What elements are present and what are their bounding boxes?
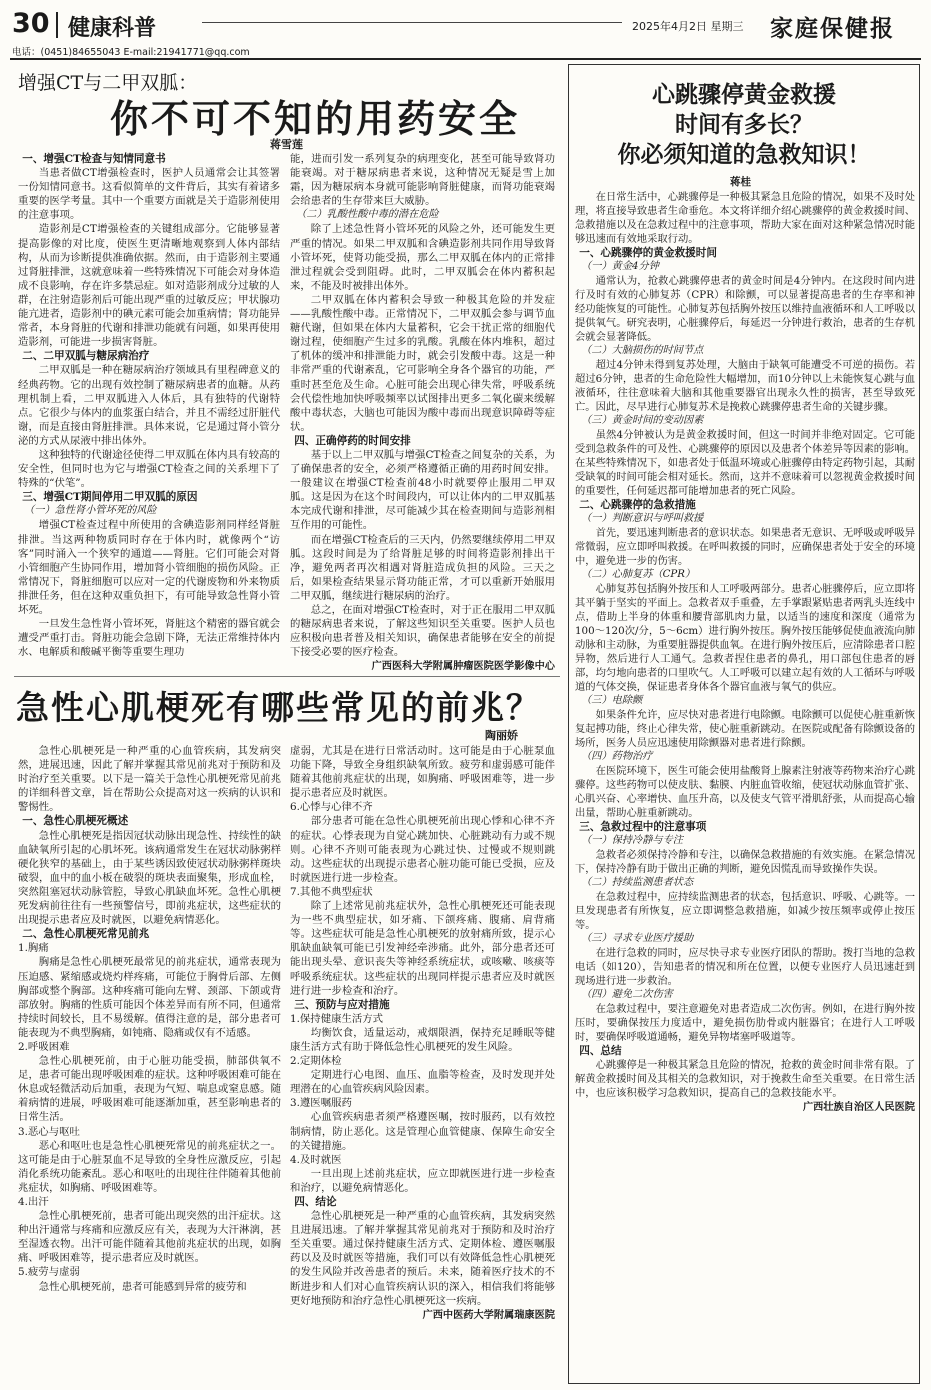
article2-author: 陶丽娇 bbox=[485, 729, 518, 742]
article2-column-1 bbox=[18, 744, 281, 1384]
paragraph-continued: 2.呼吸困难 bbox=[18, 1040, 70, 1053]
article1-kicker: 增强CT与二甲双胍： bbox=[18, 72, 198, 94]
paragraph: 一旦出现上述前兆症状，应立即就医进行进一步检查和治疗，以避免病情恶化。 bbox=[290, 1167, 555, 1194]
article3-title bbox=[568, 80, 920, 170]
article-source: 广西壮族自治区人民医院 bbox=[802, 1101, 915, 1113]
section-heading: 四、总结 bbox=[579, 1045, 622, 1057]
paragraph-continued: 2.定期体检 bbox=[290, 1055, 342, 1068]
article1-title: 你不可不知的用药安全 bbox=[110, 96, 521, 141]
subsection-heading: （一）判断意识与呼叫救援 bbox=[581, 513, 704, 524]
paragraph-continued: 5.疲劳与虚弱 bbox=[18, 1266, 80, 1279]
subsection-heading: （二）乳酸性酸中毒的潜在危险 bbox=[296, 209, 439, 221]
paragraph: 心血管疾病患者须严格遵医嘱，按时服药，以有效控制病情，防止恶化。这是管理心血管健康、保障生命安全的关键措施。 bbox=[290, 1111, 555, 1152]
paragraph-continued: 虚弱，尤其是在进行日常活动时。这可能是由于心脏泵血功能下降，导致全身组织缺氧所致。疲劳和虚弱感可能伴随着其他前兆症状的出现，如胸痛、呼吸困难等，进一步提示患者应及时就医。 bbox=[290, 745, 555, 800]
paragraph: 一旦发生急性肾小管坏死，肾脏这个精密的器官就会遭受严重打击。肾脏功能会急剧下降，无法正常维持体内水、电解质和酸碱平衡等重要生理功 bbox=[18, 618, 280, 659]
paragraph: 胸痛是急性心肌梗死最常见的前兆症状，通常表现为压迫感、紧缩感或烧灼样疼痛，可能位于胸骨后部、左侧胸部或整个胸部。这种疼痛可能向左臂、颈部、下颌或背部放射。胸痛的性质可能因个体差异而有所不同，但通常持续时间较长，且不易缓解。值得注意的是，部分患者可能表现为不典型胸痛，如钝痛、隐痛或仅有不适感。 bbox=[18, 956, 281, 1039]
article1-column-2 bbox=[290, 152, 555, 674]
paragraph: 除了上述常见前兆症状外，急性心肌梗死还可能表现为一些不典型症状，如牙痛、下颌疼痛、腹痛、肩背痛等。这些症状可能是急性心肌梗死的放射痛所致，提示心肌缺血缺氧可能已引发神经牵涉痛。此外，部分患者还可能出现头晕、意识丧失等神经系统症状，或咳嗽、咳痰等呼吸系统症状。这些症状的出现同样提示患者应及时就医进行进一步检查和治疗。 bbox=[290, 900, 555, 997]
section-heading: 二、心跳骤停的急救措施 bbox=[579, 499, 696, 511]
paragraph: 急性心肌梗死是一种严重的心血管疾病，其发病突然且进展迅速。了解并掌握其常见前兆对于预防和及时治疗至关重要。通过保持健康生活方式、定期体检、遵医嘱服药以及及时就医等措施，我们可以有效降低急性心肌梗死的发生风险并改善患者的预后。未来，随着医疗技术的不断进步和人们对心血管疾病认识的深入，相信我们将能够更好地预防和治疗急性心肌梗死这一疾病。 bbox=[290, 1210, 555, 1307]
paragraph: 部分患者可能在急性心肌梗死前出现心悸和心律不齐的症状。心悸表现为自觉心跳加快、心脏跳动有力或不规则。心律不齐则可能表现为心跳过快、过慢或不规则跳动。这些症状的出现提示患者心脏功能可能已受损，应及时就医进行进一步检查。 bbox=[290, 815, 555, 884]
newspaper-name: 家庭保健报 bbox=[770, 15, 895, 42]
paragraph: 基于以上二甲双胍与增强CT检查之间复杂的关系，为了确保患者的安全，必须严格遵循正确的用药时间安排。一般建议在增强CT检查前48小时就要停止服用二甲双胍。这是因为在这个时间段内，可以让体内的二甲双胍基本完成代谢和排泄，尽可能减少其在检查期间与造影剂相互作用的可能性。 bbox=[290, 448, 555, 532]
article-divider bbox=[14, 676, 560, 677]
article1-author: 蒋雪莲 bbox=[270, 138, 303, 151]
paragraph: 恶心和呕吐也是急性心肌梗死常见的前兆症状之一。这可能是由于心脏泵血不足导致的全身性应激反应，引起消化系统功能紊乱。恶心和呕吐的出现往往伴随着其他前兆症状，如胸痛、呼吸困难等。 bbox=[18, 1139, 281, 1194]
paragraph: 除了上述急性肾小管坏死的风险之外，还可能发生更严重的情况。如果二甲双胍和含碘造影剂共同作用导致肾小管坏死，使肾功能受损，那么二甲双胍在体内的正常排泄过程就会受到阻碍。此时，二甲双胍会在体内蓄积起来，不能及时被排出体外。 bbox=[290, 223, 555, 292]
article-source: 广西中医药大学附属瑞康医院 bbox=[422, 1308, 555, 1321]
article2-title: 急性心肌梗死有哪些常见的前兆？ bbox=[16, 688, 541, 727]
paragraph: 急性心肌梗死是一种严重的心血管疾病，其发病突然，进展迅速，因此了解并掌握其常见前兆对于预防和及时治疗至关重要。以下是一篇关于急性心肌梗死常见前兆的详细科普文章，旨在帮助公众提高对这一疾病的认识和警惕性。 bbox=[18, 745, 281, 814]
section-heading: 一、心跳骤停的黄金救援时间 bbox=[579, 247, 717, 259]
paragraph: 定期进行心电图、血压、血脂等检查，及时发现并处理潜在的心血管疾病风险因素。 bbox=[290, 1069, 555, 1096]
paragraph: 二甲双胍在体内蓄积会导致一种极其危险的并发症——乳酸性酸中毒。正常情况下，二甲双胍会参与调节血糖代谢，但如果在体内大量蓄积，它会干扰正常的细胞代谢过程，使细胞产生过多的乳酸。乳酸在体内堆积，超过了机体的缓冲和排泄能力时，就会引发酸中毒。这是一种非常严重的代谢紊乱，它可影响全身各个器官的功能，严重时甚至危及生命。心脏可能会出现心律失常，呼吸系统会代偿性地加快呼吸频率以试图排出更多二氧化碳来缓解酸中毒状态，大脑也可能因为酸中毒而出现意识障碍等症状。 bbox=[290, 293, 555, 433]
paragraph: 如果条件允许，应尽快对患者进行电除颤。电除颤可以促使心脏重新恢复起搏功能，终止心律失常，使心脏重新跳动。在医院或配备有除颤设备的场所，医务人员应迅速使用除颤器对患者进行除颤。 bbox=[575, 709, 915, 749]
paragraph-continued: 1.保持健康生活方式 bbox=[290, 1012, 384, 1025]
article3-author: 蒋桂 bbox=[730, 176, 751, 188]
paragraph: 首先，要迅速判断患者的意识状态。如果患者无意识、无呼吸或呼吸异常微弱，应立即呼叫救援。在呼叫救援的同时，应确保患者处于安全的环境中，避免进一步的伤害。 bbox=[575, 527, 915, 567]
subsection-heading: （二）心肺复苏（CPR） bbox=[581, 569, 696, 580]
header-rule bbox=[202, 22, 622, 23]
page-header bbox=[12, 8, 920, 42]
paragraph-continued: 4.出汗 bbox=[18, 1196, 49, 1208]
paragraph: 在急救过程中，应持续监测患者的状态，包括意识、呼吸、心跳等。一旦发现患者有所恢复，应立即调整急救措施，如减少按压频率或停止按压等。 bbox=[575, 891, 915, 931]
subsection-heading: （四）避免二次伤害 bbox=[581, 989, 673, 1000]
subsection-heading: （一）急性肾小管坏死的风险 bbox=[24, 505, 157, 517]
article3-body bbox=[575, 190, 915, 1382]
section-heading: 四、正确停药的时间安排 bbox=[294, 434, 411, 447]
issue-date: 2025年4月2日 星期三 bbox=[632, 20, 744, 33]
paragraph: 超过4分钟未得到复苏处理，大脑由于缺氧可能遭受不可逆的损伤。若超过6分钟，患者的生命危险性大幅增加，而10分钟以上未能恢复心跳与血液循环，往往意味着大脑和其他重要器官出现永久性的损害，甚至导致死亡。因此，尽早进行心肺复苏术是挽救心跳骤停患者生命的关键步骤。 bbox=[575, 359, 915, 413]
subsection-heading: （三）寻求专业医疗援助 bbox=[581, 933, 694, 944]
section-heading: 二、二甲双胍与糖尿病治疗 bbox=[22, 350, 150, 363]
paragraph: 造影剂是CT增强检查的关键组成部分。它能够显著提高影像的对比度，使医生更清晰地观察到人体内部结构，从而为诊断提供准确依据。然而，由于造影剂主要通过肾脏排泄，这就意味着一些特殊情况下可能会对身体造成不良影响，存在许多禁忌症。如对造影剂成分过敏的人群，在注射造影剂后可能出现严重的过敏反应；甲状腺功能亢进者，造影剂中的碘元素可能会加重病情；肾功能异常者，本身肾脏的代谢和排泄功能就有问题，如果再使用造影剂，可能进一步损害肾脏。 bbox=[18, 223, 280, 349]
paragraph: 而在增强CT检查后的三天内，仍然要继续停用二甲双胍。这段时间是为了给肾脏足够的时间将造影剂排出干净，避免两者再次相遇对肾脏造成负担的风险。三天之后，如果检查结果显示肾功能正常，才可以重新开始服用二甲双胍，继续进行糖尿病的治疗。 bbox=[290, 533, 555, 602]
paragraph: 急性心肌梗死前，患者可能感到异常的疲劳和 bbox=[38, 1280, 247, 1293]
paragraph: 急性心肌梗死前，由于心脏功能受损，肺部供氧不足，患者可能出现呼吸困难的症状。这种呼吸困难可能在休息或轻微活动后加重，表现为气短、喘息或窒息感。随着病情的进展，呼吸困难可能逐渐加重，甚至影响患者的日常生活。 bbox=[18, 1055, 281, 1124]
paragraph-continued: 3.恶心与呕吐 bbox=[18, 1125, 80, 1138]
paragraph-continued: 7.其他不典型症状 bbox=[290, 885, 373, 898]
section-heading: 一、增强CT检查与知情同意书 bbox=[22, 153, 166, 165]
subsection-heading: （三）电除颤 bbox=[581, 695, 643, 706]
subsection-heading: （一）保持冷静与专注 bbox=[581, 835, 683, 846]
paragraph: 通常认为，抢救心跳骤停患者的黄金时间是4分钟内。在这段时间内进行及时有效的心肺复苏（CPR）和除颤，可以显著提高患者的生存率和神经功能恢复的可能性。心肺复苏包括胸外按压以维持血液循环和人工呼吸以提供氧气。研究表明，心脏骤停后，每延迟一分钟进行救治，患者的生存机会就会显著降低。 bbox=[575, 275, 915, 343]
section-heading: 一、急性心肌梗死概述 bbox=[22, 815, 129, 828]
section-heading: 二、急性心肌梗死常见前兆 bbox=[22, 928, 150, 941]
subsection-heading: （三）黄金时间的变动因素 bbox=[581, 415, 704, 426]
section-heading: 四、结论 bbox=[294, 1196, 337, 1208]
section-heading: 三、预防与应对措施 bbox=[294, 998, 390, 1011]
paragraph: 急性心肌梗死是指因冠状动脉出现急性、持续性的缺血缺氧所引起的心肌坏死。该病通常发生在冠状动脉粥样硬化狭窄的基础上，由于某些诱因致使冠状动脉粥样斑块破裂，血中的血小板在破裂的斑块表面聚集，形成血栓，突然阻塞冠状动脉管腔，导致心肌缺血坏死。急性心肌梗死发病前往往有一些预警信号，即前兆症状，这些症状的出现提示患者应及时就医，以避免病情恶化。 bbox=[18, 829, 281, 927]
section-heading: 三、急救过程中的注意事项 bbox=[579, 821, 707, 833]
paragraph-continued: 4.及时就医 bbox=[290, 1153, 342, 1166]
top-rule bbox=[10, 58, 921, 60]
paragraph-continued: 能，进而引发一系列复杂的病理变化，甚至可能导致肾功能衰竭。对于糖尿病患者来说，这种情况无疑是雪上加霜，因为糖尿病本身就可能影响肾脏健康，而肾功能衰竭会给患者的生存带来巨大威胁。 bbox=[290, 153, 555, 208]
header-divider bbox=[56, 12, 58, 38]
article3-title-line: 心跳骤停黄金救援 bbox=[652, 81, 836, 108]
article2-column-2 bbox=[290, 744, 555, 1384]
article3-title-line: 你必须知道的急救知识！ bbox=[617, 141, 871, 168]
paragraph: 总之，在面对增强CT检查时，对于正在服用二甲双胍的糖尿病患者来说，了解这些知识至关重要。医护人员也应积极向患者普及相关知识，确保患者能够在安全的前提下接受必要的医疗检查。 bbox=[290, 604, 555, 659]
article1-column-1 bbox=[18, 152, 280, 674]
article3-title-line: 时间有多长？ bbox=[675, 111, 813, 138]
section-heading: 三、增强CT期间停用二甲双胍的原因 bbox=[22, 491, 198, 504]
subsection-heading: （二）大脑损伤的时间节点 bbox=[581, 345, 704, 356]
paragraph: 在进行急救的同时，应尽快寻求专业医疗团队的帮助。拨打当地的急救电话（如120），告知患者的情况和所在位置，以便专业医疗人员迅速赶到现场进行进一步救治。 bbox=[575, 947, 915, 987]
subsection-heading: （二）持续监测患者状态 bbox=[581, 877, 694, 888]
paragraph: 均衡饮食，适量运动，戒烟限酒，保持充足睡眠等健康生活方式有助于降低急性心肌梗死的发生风险。 bbox=[290, 1026, 555, 1053]
paragraph: 心肺复苏包括胸外按压和人工呼吸两部分。患者心脏骤停后，应立即将其平躺于坚实的平面上。急救者双手重叠，左手掌跟紧贴患者两乳头连线中点，借助上半身的体重和腰背部肌肉力量，以适当的速度和深度（通常为100～120次/分，5～6cm）进行胸外按压。胸外按压能够促使血液流向肺动脉和主动脉，为重要脏器提供血氧。在进行胸外按压后，应清除患者口腔异物，然后进行人工通气。急救者捏住患者的鼻孔，用口部包住患者的唇部，均匀地向患者的口里吹气。人工呼吸可以建立起有效的人工循环与呼吸道的气体交换，保证患者身体各个器官血液与氧气的供应。 bbox=[575, 583, 915, 693]
paragraph: 心跳骤停是一种极其紧急且危险的情况，抢救的黄金时间非常有限。了解黄金救援时间及其相关的急救知识，对于挽救生命至关重要。在日常生活中，也应该积极学习急救知识，提高自己的急救技能水平。 bbox=[575, 1059, 915, 1099]
paragraph: 增强CT检查过程中所使用的含碘造影剂同样经肾脏排泄。当这两种物质同时存在于体内时，就像两个“访客”同时涌入一个狭窄的通道——肾脏。它们可能会对肾小管细胞产生协同作用，增加肾小管细胞的损伤风险。正常情况下，肾脏细胞可以应对一定的代谢废物和外来物质排泄任务，但在这种双重负担下，有可能导致急性肾小管坏死。 bbox=[18, 519, 280, 616]
paragraph-continued: 6.心悸与心律不齐 bbox=[290, 801, 373, 814]
paragraph: 这种独特的代谢途径使得二甲双胍在体内具有较高的安全性，但同时也为它与增强CT检查之间的关系埋下了特殊的“伏笔”。 bbox=[18, 448, 280, 490]
subsection-heading: （四）药物治疗 bbox=[581, 751, 653, 762]
paragraph: 在急救过程中，要注意避免对患者造成二次伤害。例如，在进行胸外按压时，要确保按压力度适中，避免损伤肋骨或内脏器官；在进行人工呼吸时，要确保呼吸道通畅，避免异物堵塞呼吸道等。 bbox=[575, 1003, 915, 1043]
paragraph: 当患者做CT增强检查时，医护人员通常会让其签署一份知情同意书。这看似简单的文件背后，其实有着诸多重要的医学考量。其中一个重要方面就是关于造影剂使用的注意事项。 bbox=[18, 167, 280, 222]
paragraph: 二甲双胍是一种在糖尿病治疗领域具有里程碑意义的经典药物。它的出现有效控制了糖尿病患者的血糖。从药理机制上看，二甲双胍进入人体后，具有独特的代谢特点。它很少与体内的血浆蛋白结合，并且不需经过肝脏代谢，而是直接由肾脏排泄。具体来说，它是通过肾小管分泌的方式从尿液中排出体外。 bbox=[18, 364, 280, 447]
paragraph: 在日常生活中，心跳骤停是一种极其紧急且危险的情况，如果不及时处理，将直接导致患者生命垂危。本文将详细介绍心跳骤停的黄金救援时间、急救措施以及在急救过程中的注意事项，帮助大家在面对这种紧急情况时能够迅速而有效地采取行动。 bbox=[575, 191, 915, 245]
paragraph: 急性心肌梗死前，患者可能出现突然的出汗症状。这种出汗通常与疼痛和应激反应有关，表现为大汗淋漓，甚至湿透衣物。出汗可能伴随着其他前兆症状的出现，如胸痛、呼吸困难等，提示患者应及时就医。 bbox=[18, 1210, 281, 1265]
paragraph-continued: 3.遵医嘱服药 bbox=[290, 1097, 352, 1110]
paragraph-continued: 1.胸痛 bbox=[18, 942, 49, 955]
article-source: 广西医科大学附属肿瘤医院医学影像中心 bbox=[371, 660, 555, 673]
subsection-heading: （一）黄金4分钟 bbox=[581, 261, 659, 272]
paragraph: 虽然4分钟被认为是黄金救援时间，但这一时间并非绝对固定。它可能受到急救条件的可及性、心跳骤停的原因以及患者个体差异等因素的影响。在某些特殊情况下，如患者处于低温环境或心脏骤停由特定药物引起，其耐受缺氧的时间可能会相对延长。然而，这并不意味着可以忽视黄金救援时间的重要性，任何延迟都可能增加患者的死亡风险。 bbox=[575, 429, 915, 497]
paragraph: 急救者必须保持冷静和专注，以确保急救措施的有效实施。在紧急情况下，保持冷静有助于做出正确的判断，避免因慌乱而导致操作失误。 bbox=[575, 849, 915, 875]
paragraph: 在医院环境下，医生可能会使用盐酸肾上腺素注射液等药物来治疗心跳骤停。这些药物可以使皮肤、黏膜、内脏血管收缩，使冠状动脉血管扩张、心肌兴奋、心率增快、血压升高，以及使支气管平滑肌舒张，从而提高心输出量，帮助心脏重新跳动。 bbox=[575, 765, 915, 819]
section-title: 健康科普 bbox=[68, 15, 157, 41]
page-number: 30 bbox=[12, 8, 50, 39]
contact-info: 电话：(0451)84655043 E-mail:21941771@qq.com bbox=[12, 47, 250, 58]
